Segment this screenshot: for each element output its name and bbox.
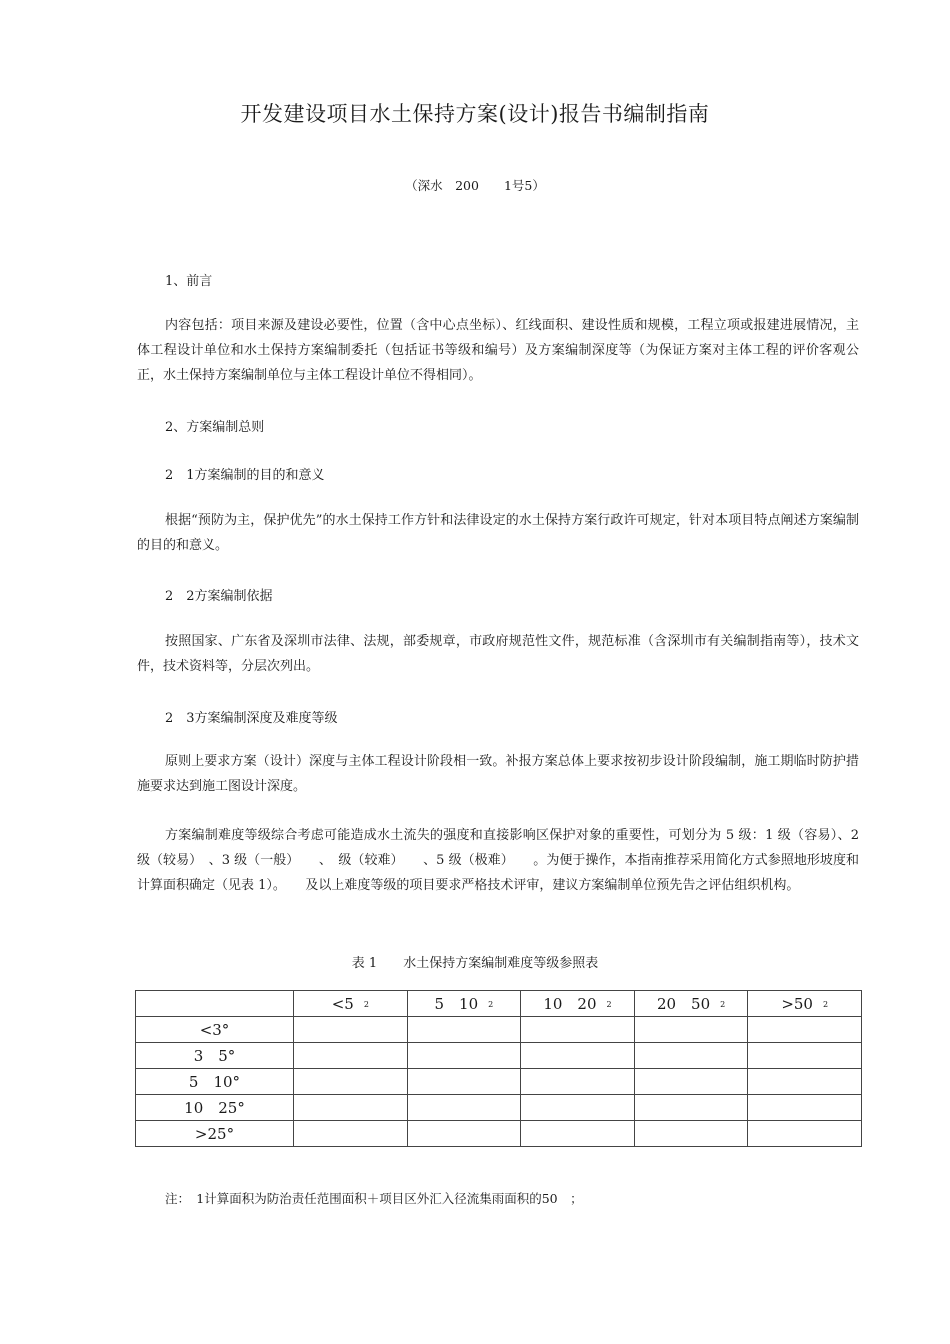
col-header-unit: 2 [363,999,369,1009]
table-cell [521,1017,635,1043]
row-header: 10 25° [136,1095,294,1121]
table-row [136,1121,862,1147]
col-header [407,991,521,1017]
section-2-3-paragraph-1: 原则上要求方案（设计）深度与主体工程设计阶段相一致。补报方案总体上要求按初步设计阶段编制，施工期临时防护措施要求达到施工图设计深度。 [137,754,859,794]
document-number: （深水 200 1号5） [405,178,545,193]
table-cell [294,1121,408,1147]
row-header: 3 5° [136,1043,294,1069]
table-caption: 表 1 水土保持方案编制难度等级参照表 [351,956,599,971]
table-cell [407,1095,521,1121]
row-header: <3° [136,1017,294,1043]
table-row [136,1095,862,1121]
section-2-1-paragraph: 根据“预防为主，保护优先”的水土保持工作方针和法律设定的水土保持方案行政许可规定，针对本项目特点阐述方案编制的目的和意义。 [137,513,859,553]
table-row [136,1069,862,1095]
document-title: 开发建设项目水土保持方案(设计)报告书编制指南 [240,102,710,126]
table-cell [294,1069,408,1095]
row-header: 5 10° [136,1069,294,1095]
col-header-label: 20 50 [656,995,711,1013]
table-cell [748,1069,862,1095]
table-cell [407,1121,521,1147]
section-2-3-paragraph-2: 方案编制难度等级综合考虑可能造成水土流失的强度和直接影响区保护对象的重要性，可划分为 5 级：1 级（容易）、2 级（较易） 、3 级（一般） 、 级（较难） 、5 级（极难） 。为便于操作，本指南推荐采用简化方式参照地形坡度和计算面积确定（见表 1）。 及以上难度等级的项目要求严格技术评审，建议方案编制单位预先告之评估组织机构。 [137,828,859,893]
table-cell [294,1043,408,1069]
section-2-1-heading: 2 1方案编制的目的和意义 [165,468,325,483]
section-1-heading: 1、前言 [165,274,213,289]
col-header [521,991,635,1017]
table-cell [521,1095,635,1121]
table-cell [748,1121,862,1147]
table-cell [748,1095,862,1121]
table-cell [294,1095,408,1121]
table-row [136,1043,862,1069]
col-header [634,991,748,1017]
col-header-label: >50 [781,994,813,1013]
table-note: 注： 1计算面积为防治责任范围面积＋项目区外汇入径流集雨面积的50 ； [165,1191,583,1206]
col-header-unit: 2 [488,1000,494,1009]
col-header-unit: 2 [606,1000,612,1009]
col-header [748,991,862,1017]
col-header-unit: 2 [720,1000,726,1009]
table-cell [407,1043,521,1069]
col-header-unit: 2 [822,999,829,1009]
col-header-label: <5 [331,994,354,1013]
table-cell [521,1043,635,1069]
table-cell [634,1121,748,1147]
section-2-3-heading: 2 3方案编制深度及难度等级 [165,711,338,726]
table-cell [407,1017,521,1043]
table-cell [748,1017,862,1043]
table-cell [634,1043,748,1069]
section-1-paragraph: 内容包括：项目来源及建设必要性，位置（含中心点坐标）、红线面积、建设性质和规模，工程立项或报建进展情况，主体工程设计单位和水土保持方案编制委托（包括证书等级和编号）及方案编制深度等（为保证方案对主体工程的评价客观公正，水土保持方案编制单位与主体工程设计单位不得相同）。 [137,318,859,383]
table-row [136,1017,862,1043]
table-cell [294,1017,408,1043]
table-cell [634,1017,748,1043]
col-header-label: 5 10 [434,995,479,1013]
table-corner-cell [136,991,294,1017]
table-cell [521,1121,635,1147]
col-header-label: 10 20 [543,995,597,1013]
row-header: >25° [136,1121,294,1147]
table-cell [748,1043,862,1069]
section-2-2-heading: 2 2方案编制依据 [165,589,273,604]
section-2-2-paragraph: 按照国家、广东省及深圳市法律、法规，部委规章，市政府规范性文件，规范标准（含深圳市有关编制指南等），技术文件，技术资料等，分层次列出。 [137,634,859,674]
section-2-heading: 2、方案编制总则 [165,420,265,435]
table-cell [634,1069,748,1095]
col-header [294,991,408,1017]
table-cell [634,1095,748,1121]
table-cell [407,1069,521,1095]
difficulty-reference-table [135,990,862,1147]
table-header-row [136,991,862,1017]
table-cell [521,1069,635,1095]
